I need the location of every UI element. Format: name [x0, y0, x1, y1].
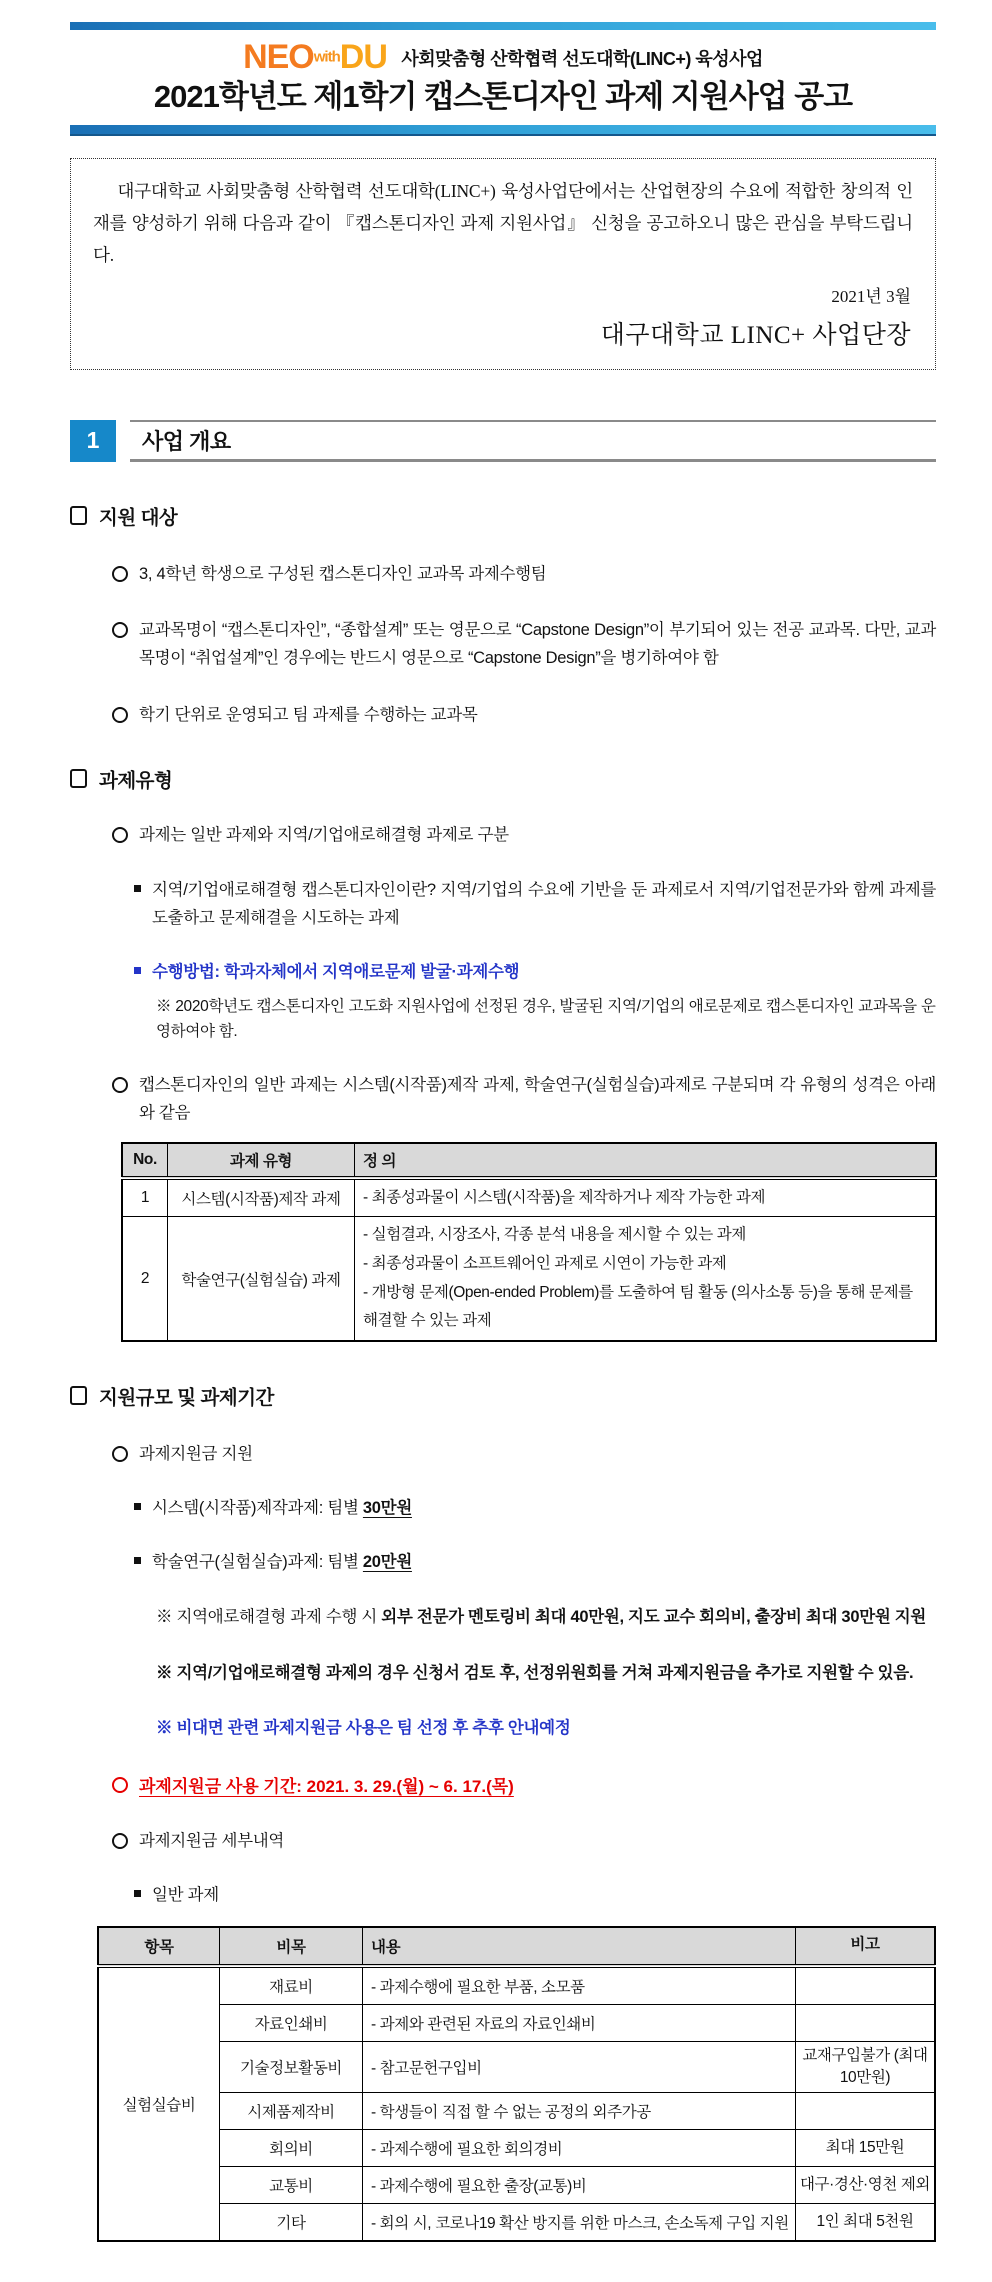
list-item: [112, 616, 936, 673]
logo-neo-text: NEO: [243, 38, 314, 76]
neo-with-du-logo-icon: [243, 38, 387, 77]
circle-bullet-icon: [112, 622, 128, 638]
fund1-label: 시스템(시작품)제작과제: 팀별: [152, 1499, 363, 1518]
table-row: [98, 2204, 935, 2242]
list-item-text: 과제지원금 세부내역: [139, 1832, 285, 1851]
col-header-type: 과제 유형: [168, 1143, 355, 1178]
col-header-category: 항목: [98, 1927, 220, 1966]
table-row: [98, 2041, 935, 2093]
table-row: [98, 2004, 935, 2041]
budget-table-header: [98, 1927, 935, 1966]
footnote: ※ 2020학년도 캡스톤디자인 고도화 지원사업에 선정된 경우, 발굴된 지역/기업의 애로문제로 캡스톤디자인 교과목을 운영하여야 함.: [156, 997, 936, 1041]
cell-type: 학술연구(실험실습) 과제: [168, 1217, 355, 1341]
definition-line: - 최종성과물이 시스템(시작품)을 제작하거나 제작 가능한 과제: [363, 1188, 766, 1206]
cell-definition: [355, 1217, 937, 1341]
cell-item: 자료인쇄비: [220, 2004, 363, 2041]
heading-text: 과제유형: [99, 770, 173, 793]
cell-desc: - 과제수행에 필요한 회의경비: [363, 2130, 796, 2167]
intro-paragraph: 대구대학교 사회맞춤형 산학협력 선도대학(LINC+) 육성사업단에서는 산업현장의 수요에 적합한 창의적 인재를 양성하기 위해 다음과 같이 『캡스톤디자인 과제 지원사업』 신청을 공고하오니 많은 관심을 부탁드립니다.: [93, 180, 913, 266]
section-1-header: [70, 420, 936, 462]
cell-item: 기술정보활동비: [220, 2041, 363, 2093]
circle-bullet-icon: [112, 707, 128, 723]
table-row: [98, 1966, 935, 2005]
sub-list-item-text: [152, 1548, 936, 1576]
circle-bullet-icon: [112, 1446, 128, 1462]
heading-support-target: [70, 502, 936, 530]
top-divider-bar: [70, 22, 936, 30]
footnote-strong: 외부 전문가 멘토링비 최대 40만원, 지도 교수 회의비, 출장비 최대 30만원 지원: [381, 1608, 927, 1627]
sub-list-item-text: [152, 1494, 936, 1522]
document-page: [0, 22, 992, 2282]
col-header-note: 비고: [796, 1927, 936, 1966]
square-bullet-icon: [134, 1503, 141, 1510]
col-header-item: 비목: [220, 1927, 363, 1966]
section-title: 사업 개요: [142, 428, 231, 454]
cell-desc: - 과제와 관련된 자료의 자료인쇄비: [363, 2004, 796, 2041]
fund1-amount: 30만원: [362, 1499, 412, 1518]
cell-note: [796, 1966, 936, 2005]
program-name: 사회맞춤형 산학협력 선도대학(LINC+) 육성사업: [401, 48, 763, 69]
task-type-table: [121, 1142, 937, 1342]
table-row: [122, 1217, 936, 1341]
list-item-text: 3, 4학년 학생으로 구성된 캡스톤디자인 교과목 과제수행팀: [139, 564, 547, 583]
fund-usage-period-text: 과제지원금 사용 기간: 2021. 3. 29.(월) ~ 6. 17.(목): [139, 1777, 514, 1797]
list-item-text: 과제지원금 지원: [139, 1444, 253, 1463]
budget-table: [97, 1926, 936, 2243]
list-item: [112, 1827, 936, 1855]
cell-item: 시제품제작비: [220, 2093, 363, 2130]
section-number-badge: 1: [70, 420, 116, 462]
square-bullet-icon: [134, 1890, 141, 1897]
cell-no: 1: [122, 1178, 168, 1217]
heading-task-type: [70, 765, 936, 793]
table-row: [98, 2093, 935, 2130]
circle-bullet-icon: [112, 827, 128, 843]
logo-du-text: DU: [339, 38, 387, 76]
list-item: [112, 821, 936, 849]
footnote-prefix: ※ 지역애로해결형 과제 수행 시: [156, 1608, 382, 1627]
col-header-desc: 내용: [363, 1927, 796, 1966]
cell-desc: - 참고문헌구입비: [363, 2041, 796, 2093]
square-outline-bullet-icon: [70, 1386, 87, 1405]
fund-usage-period: [112, 1772, 936, 1797]
circle-bullet-icon: [112, 566, 128, 582]
square-bullet-icon: [134, 1557, 141, 1564]
sub-list-item-method: [134, 958, 936, 986]
square-bullet-icon: [134, 967, 141, 974]
intro-date: 2021년 3월: [831, 286, 911, 306]
heading-text: 지원 대상: [99, 506, 178, 529]
task-type-table-header: [122, 1143, 936, 1178]
cell-type: 시스템(시작품)제작 과제: [168, 1178, 355, 1217]
program-header: [70, 38, 936, 77]
intro-box: [70, 158, 936, 370]
list-item-text: 과제는 일반 과제와 지역/기업애로해결형 과제로 구분: [139, 826, 509, 845]
cell-desc: - 과제수행에 필요한 출장(교통)비: [363, 2167, 796, 2204]
sub-list-item-text: 수행방법: 학과자체에서 지역애로문제 발굴·과제수행: [152, 962, 520, 981]
square-outline-bullet-icon: [70, 506, 87, 525]
cell-note: 최대 15만원: [796, 2130, 936, 2167]
cell-note: 교재구입불가 (최대 10만원): [796, 2041, 936, 2093]
cell-category: 실험실습비: [98, 1966, 220, 2242]
fund2-label: 학술연구(실험실습)과제: 팀별: [152, 1553, 363, 1572]
cell-item: 회의비: [220, 2130, 363, 2167]
sub-list-item: [134, 876, 936, 932]
sub-list-item-text: 지역/기업애로해결형 캡스톤디자인이란? 지역/기업의 수요에 기반을 둔 과제로서 지역/기업전문가와 함께 과제를 도출하고 문제해결을 시도하는 과제: [152, 880, 936, 927]
cell-desc: - 학생들이 직접 할 수 없는 공정의 외주가공: [363, 2093, 796, 2130]
sub-list-item-text: 일반 과제: [152, 1886, 219, 1905]
footnote-additional-fund: ※ 지역/기업애로해결형 과제의 경우 신청서 검토 후, 선정위원회를 거쳐 과제지원금을 추가로 지원할 수 있음.: [156, 1663, 914, 1682]
heading-text: 지원규모 및 과제기간: [99, 1386, 274, 1409]
cell-note: 1인 최대 5천원: [796, 2204, 936, 2242]
table-row: [98, 2130, 935, 2167]
table-row: [122, 1178, 936, 1217]
title-divider-bar: [70, 125, 936, 136]
cell-desc: - 회의 시, 코로나19 확산 방지를 위한 마스크, 손소독제 구입 지원: [363, 2204, 796, 2242]
circle-bullet-icon: [112, 1777, 128, 1793]
intro-signature: 대구대학교 LINC+ 사업단장: [600, 321, 911, 349]
list-item-text: 교과목명이 “캡스톤디자인”, “종합설계” 또는 영문으로 “Capstone Design”이 부기되어 있는 전공 교과목. 다만, 교과목명이 “취업설계”인 경우에는 반드시 영문으로 “Capstone Design”을 병기하여야 함: [139, 621, 936, 668]
cell-definition: [355, 1178, 937, 1217]
cell-note: 대구·경산·영천 제외: [796, 2167, 936, 2204]
definition-line: - 개방형 문제(Open-ended Problem)를 도출하여 팀 활동 (의사소통 등)을 통해 문제를 해결할 수 있는 과제: [363, 1283, 913, 1330]
sub-list-item-fund2: [134, 1548, 936, 1576]
circle-bullet-icon: [112, 1077, 128, 1093]
table-row: [98, 2167, 935, 2204]
definition-line: - 최종성과물이 소프트웨어인 과제로 시연이 가능한 과제: [363, 1254, 727, 1272]
cell-no: 2: [122, 1217, 168, 1341]
cell-item: 교통비: [220, 2167, 363, 2204]
list-item: [112, 701, 936, 729]
sub-list-item: [134, 1881, 936, 1909]
document-title: 2021학년도 제1학기 캡스톤디자인 과제 지원사업 공고: [153, 79, 853, 114]
list-item: [112, 560, 936, 588]
cell-desc: - 과제수행에 필요한 부품, 소모품: [363, 1966, 796, 2005]
square-bullet-icon: [134, 885, 141, 892]
list-item-text: 캡스톤디자인의 일반 과제는 시스템(시작품)제작 과제, 학술연구(실험실습)과제로 구분되며 각 유형의 성격은 아래와 같음: [139, 1075, 936, 1123]
sub-list-item-fund1: [134, 1494, 936, 1522]
heading-support-scale: [70, 1382, 936, 1410]
cell-note: [796, 2093, 936, 2130]
cell-item: 기타: [220, 2204, 363, 2242]
footnote-untact: ※ 비대면 관련 과제지원금 사용은 팀 선정 후 추후 안내예정: [156, 1718, 571, 1737]
cell-item: 재료비: [220, 1966, 363, 2005]
list-item: [112, 1071, 936, 1128]
fund2-amount: 20만원: [362, 1553, 412, 1572]
circle-bullet-icon: [112, 1833, 128, 1849]
col-header-definition: 정 의: [355, 1143, 937, 1178]
footnote-mentoring: [156, 1604, 936, 1631]
square-outline-bullet-icon: [70, 769, 87, 788]
list-item-text: 학기 단위로 운영되고 팀 과제를 수행하는 교과목: [139, 705, 478, 724]
logo-with-text: with: [313, 48, 340, 66]
list-item: [112, 1440, 936, 1468]
definition-line: - 실험결과, 시장조사, 각종 분석 내용을 제시할 수 있는 과제: [363, 1226, 746, 1244]
section-title-rule: [130, 420, 936, 462]
col-header-no: No.: [122, 1143, 168, 1178]
cell-note: [796, 2004, 936, 2041]
